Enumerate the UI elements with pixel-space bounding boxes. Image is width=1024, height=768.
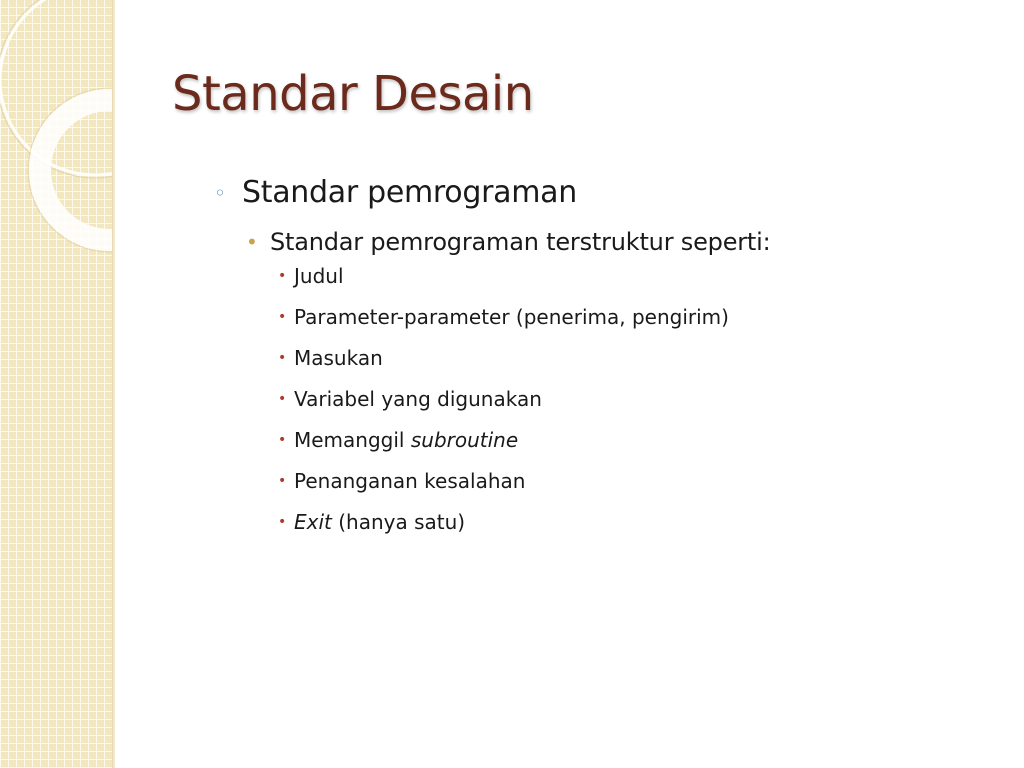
list-item xyxy=(270,510,992,534)
bullet-level2 xyxy=(242,222,992,262)
list-item-text-prefix: Memanggil xyxy=(294,428,411,452)
dot-bullet-icon: • xyxy=(278,309,287,325)
dot-bullet-icon: • xyxy=(278,350,287,366)
dot-bullet-icon: • xyxy=(278,432,287,448)
circle-bullet-icon: ◦ xyxy=(214,181,226,205)
list-item-text: Penanganan kesalahan xyxy=(294,469,526,493)
list-item xyxy=(270,305,992,329)
bullet-level3-list xyxy=(270,264,992,534)
list-item-text xyxy=(294,510,465,534)
list-item xyxy=(270,428,992,452)
list-item-text: Masukan xyxy=(294,346,383,370)
list-item-italic-term: Exit xyxy=(294,510,332,534)
list-item-text: Judul xyxy=(294,264,344,288)
slide-content xyxy=(212,170,992,551)
list-item xyxy=(270,387,992,411)
list-item-text-suffix: (hanya satu) xyxy=(331,510,466,534)
list-item xyxy=(270,346,992,370)
decorative-circles xyxy=(0,0,112,260)
bullet-level1-text: Standar pemrograman xyxy=(242,175,577,210)
side-panel-edge xyxy=(112,0,115,768)
dot-bullet-icon: • xyxy=(246,230,258,254)
list-item-text: Parameter-parameter (penerima, pengirim) xyxy=(294,305,729,329)
dot-bullet-icon: • xyxy=(278,473,287,489)
list-item-text: Variabel yang digunakan xyxy=(294,387,542,411)
bullet-level2-text: Standar pemrograman terstruktur seperti: xyxy=(270,228,771,256)
dot-bullet-icon: • xyxy=(278,268,287,284)
list-item-italic-term: subroutine xyxy=(410,428,519,452)
decorative-side-panel xyxy=(0,0,112,768)
list-item-text xyxy=(294,428,518,452)
slide-title: Standar Desain xyxy=(172,66,534,122)
list-item xyxy=(270,469,992,493)
list-item xyxy=(270,264,992,288)
bullet-level1 xyxy=(212,170,992,216)
dot-bullet-icon: • xyxy=(278,391,287,407)
dot-bullet-icon: • xyxy=(278,514,287,530)
